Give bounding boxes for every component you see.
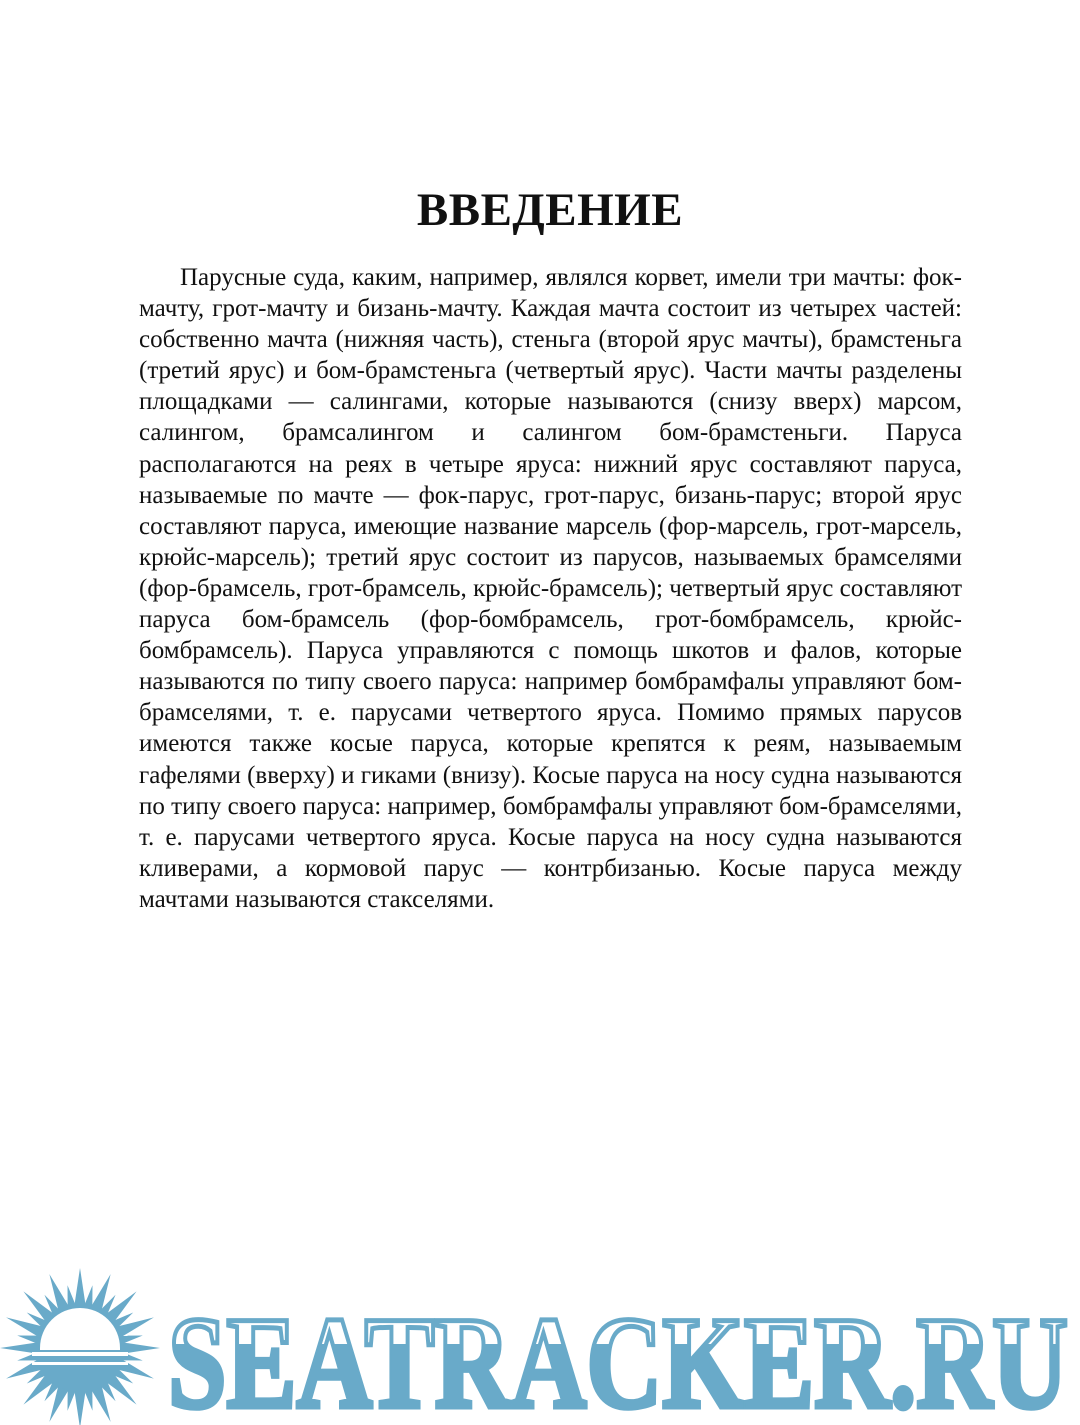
page-title: ВВЕДЕНИЕ	[416, 184, 684, 236]
watermark-wordmark	[160, 1289, 1080, 1425]
body-paragraph: Парусные суда, каким, например, являлся корвет, имели три мачты: фок-мачту, грот-мачту и бизань-мачту. Каждая мачта состоит из четырех частей: собственно мачта (нижняя часть), стеньга (второй ярус мачты), брамстеньга (третий ярус) и бом-брамстеньга (четвертый ярус). Части мачты разделены площадками — салингами, которые называются (снизу вверх) марсом, салингом, брамсалингом и салингом бом-брамстеньги. Паруса располагаются на реях в четыре яруса: нижний ярус составляют паруса, называемые по мачте — фок-парус, грот-парус, бизань-парус; второй ярус составляют паруса, имеющие название марсель (фор-марсель, грот-марсель, крюйс-марсель); третий ярус состоит из парусов, называемых брамселями (фор-брамсель, грот-брамсель, крюйс-брамсель); четвертый ярус составляют паруса бом-брамсель (фор-бомбрамсель, грот-бомбрамсель, крюйс-бомбрамсель). Паруса управляются с помощь шкотов и фалов, которые называются по типу своего паруса: например бомбрамфалы управляют бом-брамселями, т. е. парусами четвертого яруса. Помимо прямых парусов имеются также косые паруса, которые крепятся к реям, называемым гафелями (вверху) и гиками (внизу). Косые паруса на носу судна называются по типу своего паруса: например, бомбрамфалы управляют бом-брамселями, т. е. парусами четвертого яруса. Косые паруса на носу судна называются кливерами, а кормовой парус — контрбизанью. Косые паруса между мачтами называются стакселями.	[139, 264, 962, 913]
watermark-banner	[0, 1262, 1080, 1425]
sun-logo-icon	[0, 1268, 160, 1425]
